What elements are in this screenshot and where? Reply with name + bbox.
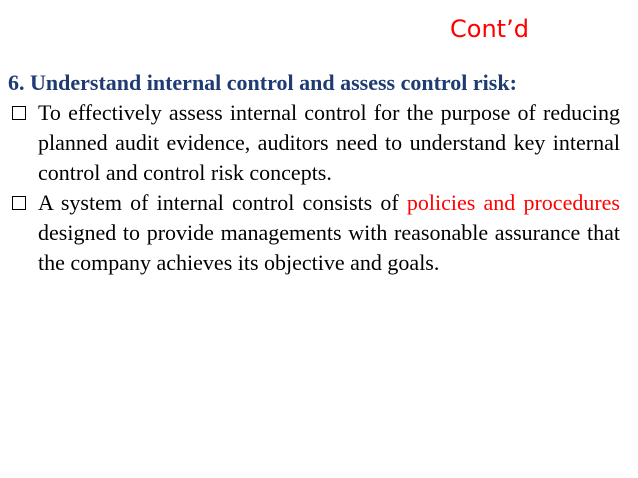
highlighted-phrase: policies and procedures [406,190,620,215]
bullet-text: To effectively assess internal control for the purpose of reducing planned audit evidence, auditors need to understand key internal control and control risk concepts. [38,100,620,185]
section-heading: 6. Understand internal control and assess control risk: [8,70,517,95]
bullet-text-after: designed to provide managements with reasonable assurance that the company achieves its objective and goals. [38,220,620,275]
bullet-text-before: A system of internal control consists of [38,190,407,215]
square-bullet-icon [12,106,26,120]
bullet-item-2 [8,188,620,278]
square-bullet-icon [12,196,26,210]
slide-body [8,68,620,278]
bullet-item-1 [8,98,620,188]
slide-title: Cont’d [450,15,529,43]
